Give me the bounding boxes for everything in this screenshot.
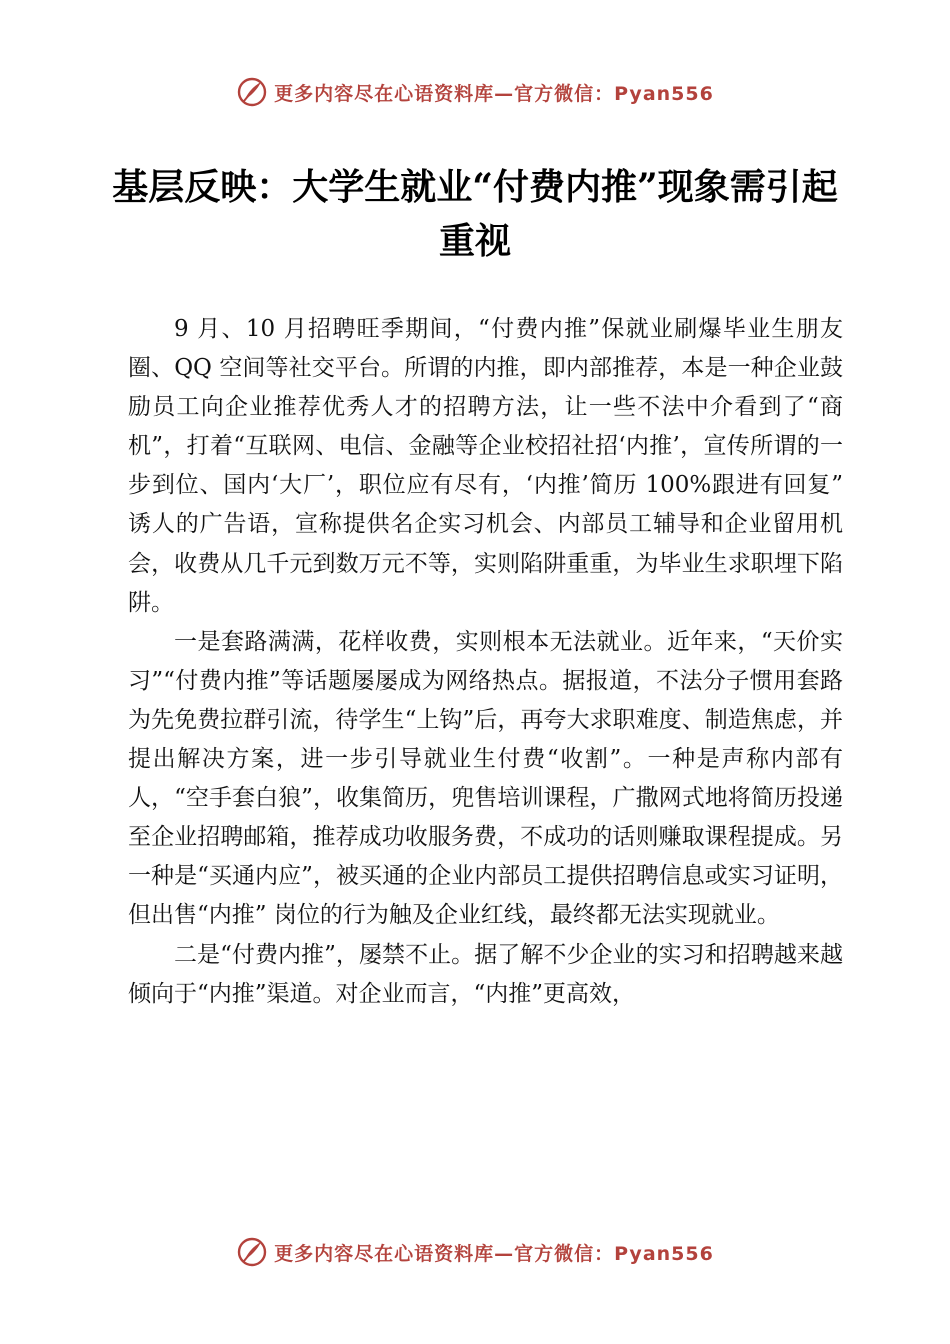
header-banner-text: 更多内容尽在心语资料库—官方微信：Pyan556 [274, 82, 714, 105]
footer-banner-text: 更多内容尽在心语资料库—官方微信：Pyan556 [274, 1242, 714, 1265]
header-banner [0, 72, 950, 112]
document-title: 基层反映：大学生就业“付费内推”现象需引起重视 [112, 166, 838, 262]
document-body [128, 310, 843, 1014]
quill-logo-icon [236, 1236, 268, 1268]
paragraph-point-one: 一是套路满满，花样收费，实则根本无法就业。近年来，“天价实习”“付费内推”等话题屡屡成为网络热点。据报道，不法分子惯用套路为先免费拉群引流，待学生“上钩”后，再夸大求职难度、制造焦虑，并提出解决方案，进一步引导就业生付费“收割”。一种是声称内部有人，“空手套白狼”，收集简历，兜售培训课程，广撒网式地将简历投递至企业招聘邮箱，推荐成功收服务费，不成功的话则赚取课程提成。另一种是“买通内应”，被买通的企业内部员工提供招聘信息或实习证明，但出售“内推” 岗位的行为触及企业红线，最终都无法实现就业。 [128, 628, 843, 929]
quill-logo-icon [236, 76, 268, 108]
paragraph-point-two: 二是“付费内推”，屡禁不止。据了解不少企业的实习和招聘越来越倾向于“内推”渠道。对企业而言，“内推”更高效， [128, 941, 843, 1007]
footer-banner [0, 1232, 950, 1272]
paragraph-intro: 9 月、10 月招聘旺季期间，“付费内推”保就业刷爆毕业生朋友圈、QQ 空间等社交平台。所谓的内推，即内部推荐，本是一种企业鼓励员工向企业推荐优秀人才的招聘方法，让一些不法中介看到了“商机”，打着“互联网、电信、金融等企业校招社招‘内推’，宣传所谓的一步到位、国内‘大厂’，职位应有尽有，‘内推’简历 100%跟进有回复” 诱人的广告语，宣称提供名企实习机会、内部员工辅导和企业留用机会，收费从几千元到数万元不等，实则陷阱重重，为毕业生求职埋下陷阱。 [128, 316, 843, 616]
